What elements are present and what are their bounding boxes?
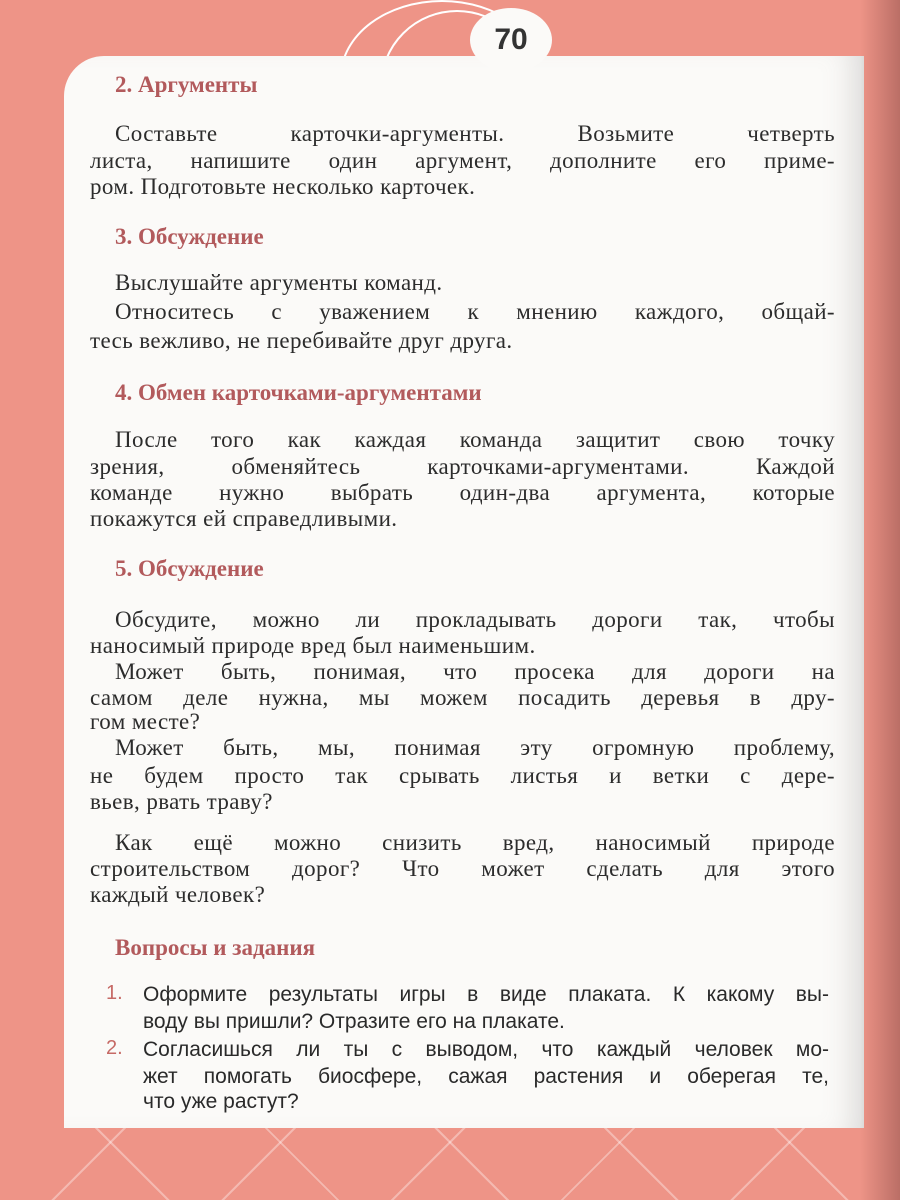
paragraph-line: зрения, обменяйтесь карточками-аргументами. Каждой [90,454,835,479]
question-line: Оформите результаты игры в виде плаката. К какому вы- [143,983,829,1006]
paragraph-line: Составьте карточки-аргументы. Возьмите четверть [115,121,835,146]
background-pattern [0,1120,900,1200]
paragraph-line: ром. Подготовьте несколько карточек. [90,174,476,199]
paragraph-line: Обсудите, можно ли прокладывать дороги так, чтобы [115,607,835,632]
question-line: Согласишься ли ты с выводом, что каждый человек мо- [143,1038,829,1061]
paragraph-line: команде нужно выбрать один-два аргумента, которые [90,480,835,505]
paragraph-line: гом месте? [90,709,201,734]
paragraph-line: строительством дорог? Что может сделать для этого [90,856,835,881]
paragraph-line: Как ещё можно снизить вред, наносимый природе [115,830,835,855]
question-line: жет помогать биосфере, сажая растения и оберегая те, [143,1065,829,1088]
question-number: 1. [106,982,123,1004]
paragraph-line: не будем просто так срывать листья и ветки с дере- [90,763,835,788]
page-edge-shadow [860,0,900,1200]
page-number: 70 [470,8,552,72]
paragraph-line: Может быть, мы, понимая эту огромную проблему, [115,735,835,760]
question-line: воду вы пришли? Отразите его на плакате. [143,1010,565,1033]
paragraph-line: Выслушайте аргументы команд. [115,270,443,295]
section-heading: 4. Обмен карточками-аргументами [115,380,482,405]
questions-heading: Вопросы и задания [115,935,316,960]
question-line: что уже растут? [143,1090,299,1113]
paragraph-line: наносимый природе вред был наименьшим. [90,633,536,658]
paragraph-line: вьев, рвать траву? [90,789,273,814]
paragraph-line: После того как каждая команда защитит свою точку [115,427,835,452]
paragraph-line: Может быть, понимая, что просека для дороги на [115,659,835,684]
paragraph-line: листа, напишите один аргумент, дополните его приме- [90,148,835,173]
paragraph-line: Относитесь с уважением к мнению каждого, общай- [115,299,835,324]
paragraph-line: тесь вежливо, не перебивайте друг друга. [90,328,513,353]
question-number: 2. [106,1037,123,1059]
section-heading: 5. Обсуждение [115,556,264,581]
content-panel [64,56,864,1128]
paragraph-line: самом деле нужна, мы можем посадить деревья в дру- [90,685,835,710]
section-heading: 2. Аргументы [115,72,258,97]
paragraph-line: покажутся ей справедливыми. [90,506,398,531]
section-heading: 3. Обсуждение [115,224,264,249]
paragraph-line: каждый человек? [90,882,266,907]
